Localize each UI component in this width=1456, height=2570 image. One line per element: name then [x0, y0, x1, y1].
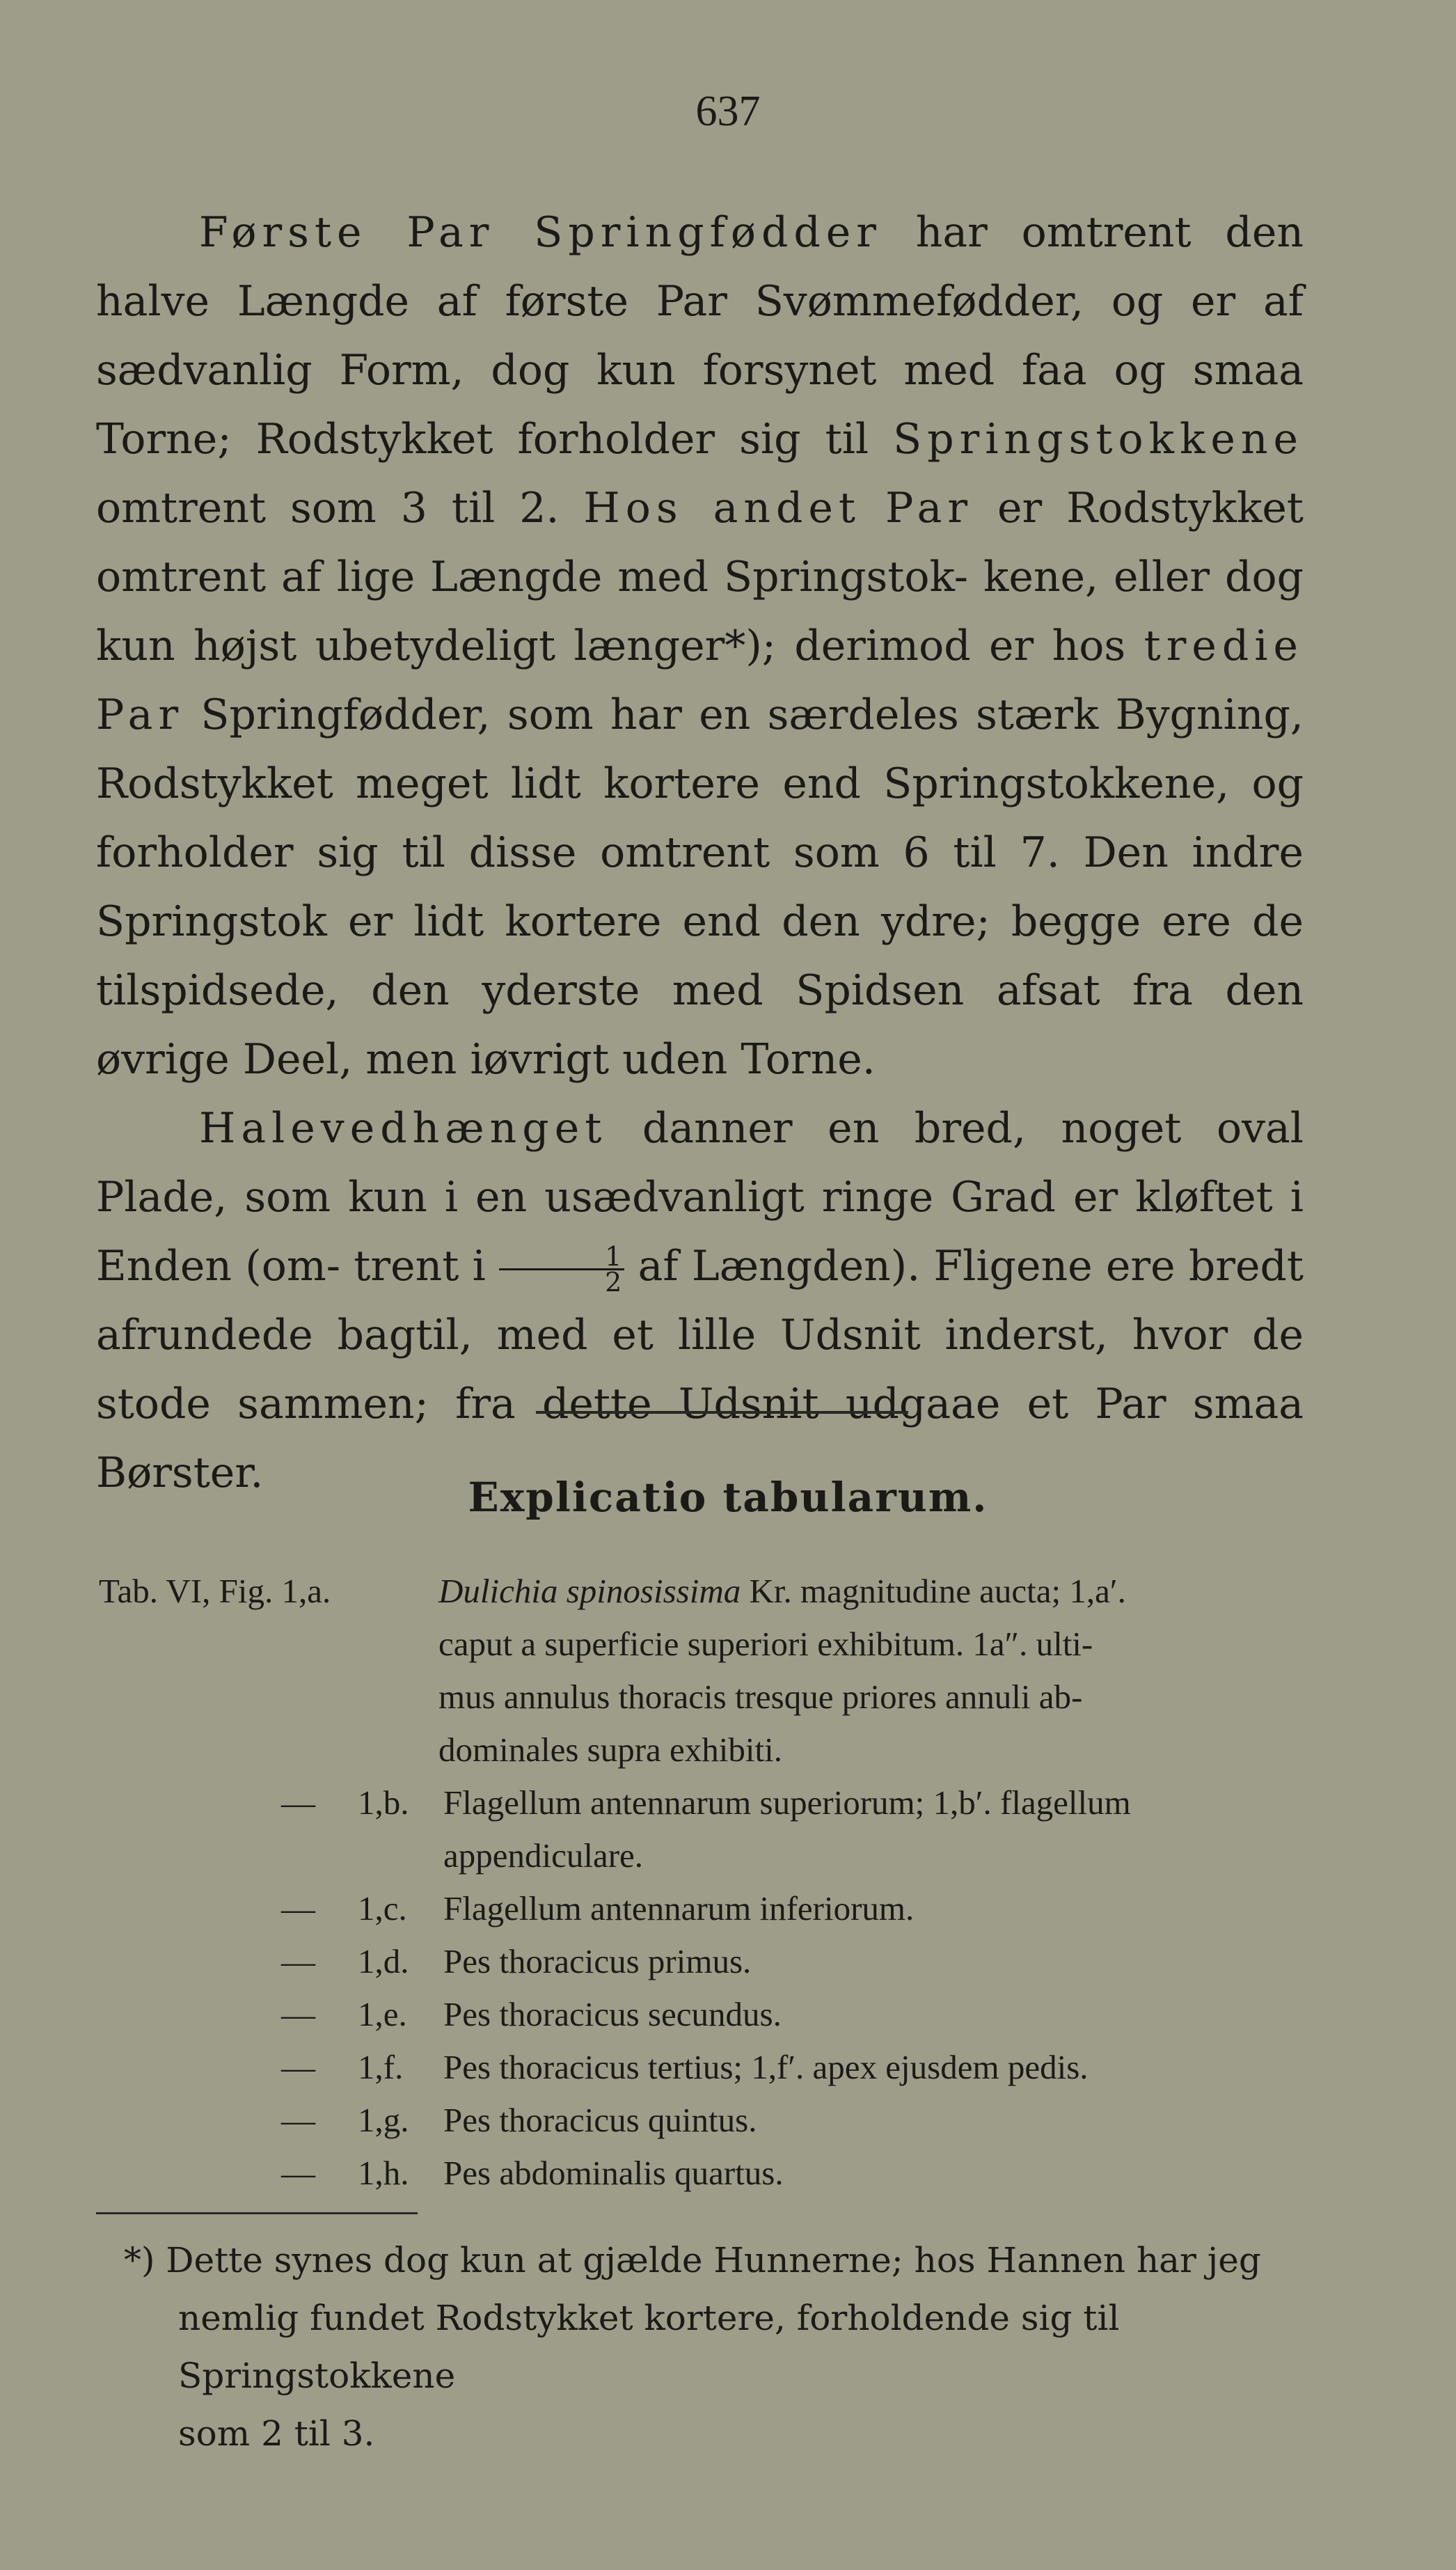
figure-entry — [99, 2094, 1310, 2147]
term-springstokkene: Springstokkene — [893, 415, 1304, 464]
section-divider — [536, 1411, 908, 1414]
page-number: 637 — [695, 88, 761, 135]
ditto-dash: — — [281, 1942, 315, 1980]
figure-description — [438, 1565, 1310, 1776]
term-tredie-par: tredie Par — [96, 622, 1304, 739]
figure-entry — [99, 2041, 1310, 2094]
ditto-dash: — — [281, 1783, 315, 1822]
text-line: dog kun forsynet med faa og smaa Torne; Rodstykket forholder — [96, 346, 1304, 464]
figure-description: Pes thoracicus tertius; 1,f′. apex ejusdem pedis. — [443, 2048, 1089, 2086]
text-line: Torne. — [741, 1035, 876, 1084]
figure-id: 1,b. — [358, 1783, 409, 1822]
footnote — [124, 2232, 1300, 2463]
fraction-numerator: 1 — [499, 1245, 624, 1270]
figure-entry — [99, 2147, 1310, 2200]
figure-description: Pes abdominalis quartus. — [443, 2154, 784, 2192]
figure-description: Pes thoracicus secundus. — [443, 1995, 782, 2033]
figure-entry — [99, 1988, 1310, 2041]
text-line: med et lille Udsnit inderst, hvor de stode sammen; fra dette — [96, 1311, 1304, 1428]
figure-id: 1,h. — [358, 2154, 409, 2192]
text-line: af Længden). Fligene ere bredt afrundede bagtil, — [96, 1242, 1304, 1359]
fraction-denominator: 2 — [605, 1266, 622, 1298]
figure-entry — [99, 1935, 1310, 1988]
figure-id: 1,e. — [358, 1995, 407, 2033]
figure-entry — [99, 1565, 1310, 1776]
term-hos-andet: Hos andet — [583, 484, 862, 533]
ditto-dash: — — [281, 2154, 315, 2192]
text-line: Rodstykket meget lidt kortere end Springstokkene, og forholder — [96, 759, 1304, 877]
text-line: sig til — [739, 415, 894, 464]
description-continuation: mus annulus thoracis tresque priores annuli ab- — [438, 1678, 1083, 1716]
text-line: kene, eller dog kun højst ubetydeligt længer*); derimod er hos — [96, 553, 1304, 670]
figure-description — [443, 1776, 1310, 1882]
tab-label: Tab. VI, — [99, 1572, 211, 1610]
figure-id: 1,a. — [281, 1572, 331, 1610]
text-line: lidt kortere end den ydre; begge ere de tilspidsede, den yderste — [96, 897, 1304, 1015]
footnote-line: som 2 til 3. — [178, 2413, 375, 2454]
fraction-half — [499, 1240, 624, 1298]
figure-id: 1,g. — [358, 2101, 409, 2139]
ditto-dash: — — [281, 2101, 315, 2139]
species-name: Dulichia spinosissima — [438, 1572, 741, 1610]
text-line: omtrent som 3 til 2. — [96, 484, 584, 533]
description-text: Kr. magnitudine aucta; 1,a′. — [741, 1572, 1126, 1610]
figure-description: Pes thoracicus quintus. — [443, 2101, 757, 2139]
description-continuation: appendiculare. — [443, 1836, 644, 1875]
text-line: Længde af første Par Svømmefødder, og er af sædvanlig Form, — [96, 277, 1304, 395]
tab-fig-label — [99, 1565, 331, 1618]
footnote-line: nemlig fundet Rodstykket kortere, forholdende sig til Springstokkene — [178, 2298, 1120, 2396]
footnote-rule — [96, 2212, 418, 2214]
figure-description: Pes thoracicus primus. — [443, 1942, 752, 1980]
figure-description: Flagellum antennarum inferiorum. — [443, 1889, 915, 1927]
ditto-dash: — — [281, 2048, 315, 2086]
footnote-line: *) Dette synes dog kun at gjælde Hunnerne; hos Hannen har jeg — [124, 2240, 1261, 2280]
description-continuation: caput a superficie superiori exhibitum. 1a″. ulti- — [438, 1625, 1093, 1663]
term-forste-par: Første Par Springfødder — [199, 208, 882, 257]
text-line: som kun i en usædvanligt ringe Grad er kløftet i Enden (om- — [96, 1173, 1304, 1291]
plate-explanation-list — [99, 1565, 1310, 2200]
explicatio-title: Explicatio tabularum. — [468, 1474, 988, 1521]
body-text — [96, 198, 1304, 1508]
figure-id: 1,d. — [358, 1942, 409, 1980]
ditto-dash: — — [281, 1889, 315, 1927]
figure-id: 1,c. — [358, 1889, 407, 1927]
text-line: med Spidsen afsat fra den øvrige Deel, men iøvrigt uden — [96, 966, 1304, 1084]
description-text: Flagellum antennarum superiorum; 1,b′. flagellum — [443, 1783, 1131, 1822]
text-line: Udsnit udgaae et Par smaa Børster. — [96, 1380, 1304, 1497]
ditto-dash: — — [281, 1995, 315, 2033]
text-line: er Rodstykket omtrent af lige Længde med Springstok- — [96, 484, 1304, 601]
figure-entry — [99, 1882, 1310, 1935]
figure-entry — [99, 1776, 1310, 1882]
fig-label: Fig. — [219, 1572, 274, 1610]
figure-id: 1,f. — [358, 2048, 404, 2086]
text-line: danner en bred, noget oval Plade, — [96, 1104, 1304, 1222]
paragraph-halevedhaenget — [96, 1094, 1304, 1508]
paragraph-springfodder — [96, 198, 1304, 1094]
term-halevedhaenget: Halevedhænget — [199, 1104, 608, 1153]
text-line: trent i — [354, 1242, 500, 1291]
text-line: sig til disse omtrent som 6 til 7. Den indre Springstok er — [96, 828, 1304, 946]
text-line: har omtrent den halve — [96, 208, 1304, 326]
description-continuation: dominales supra exhibiti. — [438, 1731, 782, 1769]
text-line: Springfødder, som har en særdeles stærk Bygning, — [184, 691, 1304, 739]
term-par: Par — [885, 484, 974, 533]
